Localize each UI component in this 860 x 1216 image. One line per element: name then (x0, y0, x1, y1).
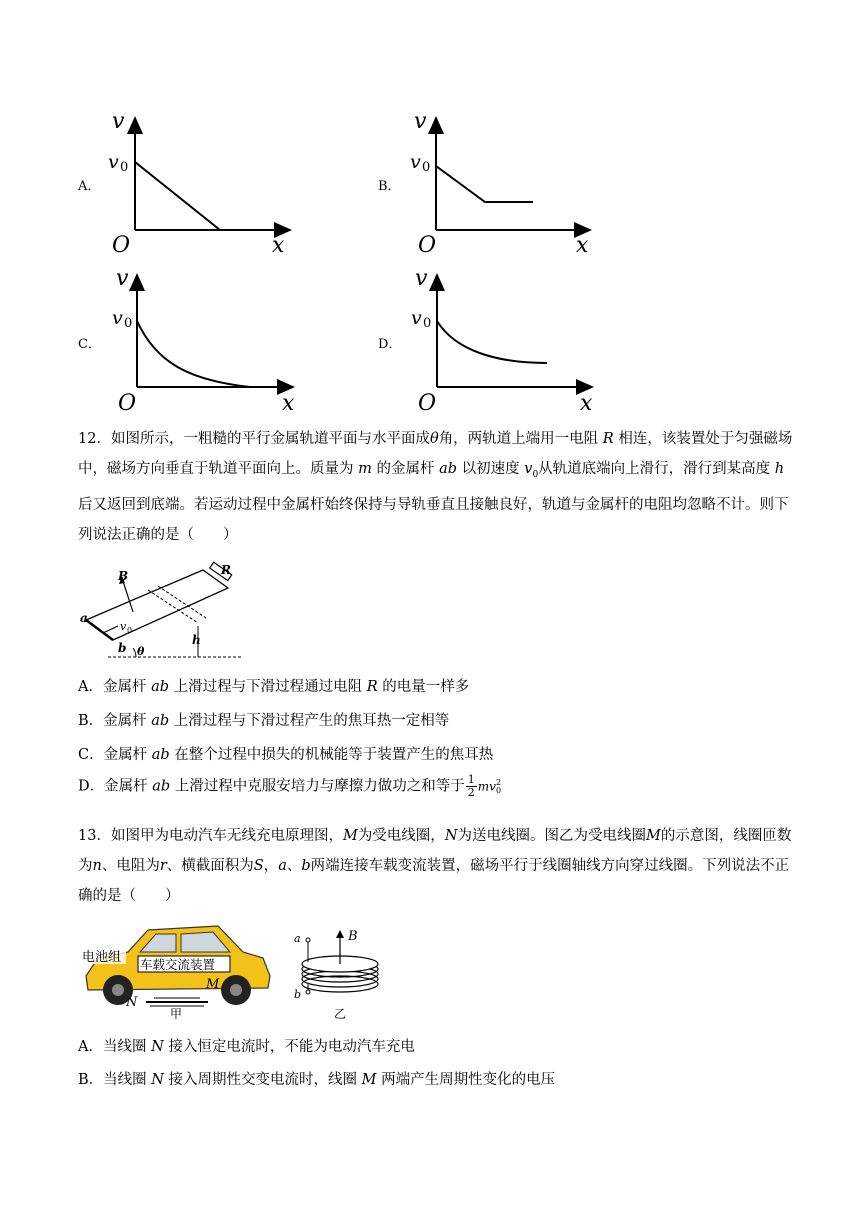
graph-d (400, 265, 600, 415)
v0-label: v (108, 151, 119, 173)
fig-yi-label: 乙 (334, 1007, 347, 1021)
option-d-label: D． (378, 337, 402, 352)
v0-subscript: 0 (423, 316, 432, 331)
fig-v0-sub: 0 (127, 626, 133, 635)
velocity-arrow (103, 626, 118, 633)
q13-stem: 13．如图甲为电动汽车无线充电原理图，M为受电线圈，N为送电线圈。图乙为受电线圈M的示意图，线圈匝数为n、电阻为r、横截面积为S，a、b两端连接车载变流装置，磁场平行于线圈轴线方向穿过线圈。下列说法不正确的是（ ） (78, 828, 792, 904)
q12-option-a: A．金属杆 ab 上滑过程与下滑过程通过电阻 R 的电量一样多 (78, 679, 470, 695)
x-axis-label: x (272, 233, 285, 253)
y-axis-label: v (116, 266, 129, 291)
fig-theta-label: θ (137, 645, 145, 658)
v0-label: v (410, 151, 421, 173)
fig-b-label: b (294, 988, 302, 1001)
fig-a-label: a (294, 932, 301, 945)
x-axis-label: x (282, 391, 295, 415)
y-axis-label: v (415, 266, 428, 291)
origin-label: O (112, 233, 131, 253)
fig-v0-label: v (120, 620, 127, 633)
graph-a (100, 108, 300, 253)
fig-b-lower-label: b (118, 641, 127, 655)
graph-c (100, 265, 300, 415)
v0-subscript: 0 (422, 160, 431, 175)
fig-h-label: h (192, 633, 201, 647)
option-b-label: B． (378, 179, 401, 194)
fig-a-label: a (80, 611, 88, 625)
v0-subscript: 0 (124, 316, 133, 331)
rod-dashed-position (148, 590, 198, 623)
fig-jia-label: 甲 (170, 1007, 183, 1020)
fig-big-b-label: B (348, 929, 358, 944)
q13-figure-yi (290, 922, 390, 1022)
origin-label: O (418, 233, 437, 253)
v0-label: v (112, 307, 123, 329)
q12-option-d: D．金属杆 ab 上滑过程中克服安培力与摩擦力做功之和等于 $\frac{1}{2}$ mv 2 0 (78, 773, 502, 799)
rod-dashed-position-2 (158, 586, 206, 618)
rail-frame (86, 570, 228, 640)
q12-figure (78, 560, 248, 665)
fig-r-label: R (221, 563, 231, 577)
velocity-curve (436, 166, 533, 202)
x-axis-label: x (576, 233, 589, 253)
battery-label: 电池组 (82, 950, 122, 965)
converter-label: 车载交流装置 (140, 957, 216, 972)
q12-option-c: C．金属杆 ab 在整个过程中损失的机械能等于装置产生的焦耳热 (78, 747, 494, 763)
q13-option-a: A．当线圈 N 接入恒定电流时，不能为电动汽车充电 (78, 1039, 415, 1055)
fig-n-label: N (126, 995, 138, 1010)
v0-label: v (411, 307, 422, 329)
fraction-one-half: $\frac{1}{2}$ (467, 773, 475, 799)
y-axis-label: v (112, 109, 125, 134)
velocity-curve (437, 321, 547, 363)
origin-label: O (418, 391, 437, 415)
option-c-label: C． (78, 337, 101, 352)
x-axis-label: x (580, 391, 593, 415)
q13-figure-jia (78, 918, 278, 1020)
graph-b (400, 108, 600, 253)
y-axis-label: v (414, 109, 427, 134)
option-a-label: A． (78, 179, 101, 194)
q13-option-b: B．当线圈 N 接入周期性交变电流时，线圈 M 两端产生周期性变化的电压 (78, 1072, 556, 1088)
origin-label: O (118, 391, 137, 415)
fig-b-label: B (118, 569, 129, 583)
velocity-curve (135, 162, 220, 230)
v0-subscript: 0 (120, 160, 129, 175)
velocity-curve (137, 321, 250, 387)
q12-option-b: B．金属杆 ab 上滑过程与下滑过程产生的焦耳热一定相等 (78, 713, 450, 729)
fig-m-label: M (206, 977, 220, 992)
q12-stem: 12．如图所示，一粗糙的平行金属轨道平面与水平面成θ角，两轨道上端用一电阻 R 相连，该装置处于匀强磁场中，磁场方向垂直于轨道平面向上。质量为 m 的金属杆 ab 以初速度 $v_0$从轨道底端向上滑行，滑行到某高度 h 后又返回到底端。若运动过程中金属杆始终保持与导轨垂直且接触良好，轨道与金属杆的电阻均忽略不计。则下列说法正确的是（ ） (78, 431, 793, 543)
